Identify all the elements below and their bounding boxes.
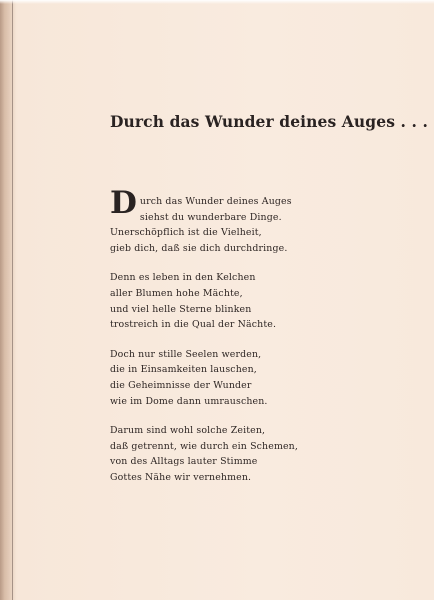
poem-line: Doch nur stille Seelen werden, [110,348,262,360]
poem-line: Denn es leben in den Kelchen [110,272,256,284]
poem-body [110,185,410,500]
poem-line: Darum sind wohl solche Zeiten, [110,425,266,437]
stanza-1 [110,185,410,256]
poem-line: daß getrennt, wie durch ein Schemen, [110,440,299,452]
poem-line: urch das Wunder deines Auges [139,196,292,207]
poem-line: Gottes Nähe wir vernehmen. [110,471,252,483]
stanza-3 [110,347,410,409]
page-top-edge [0,0,438,4]
poem-line: die Geheimnisse der Wunder [110,379,252,391]
poem-line: trostreich in die Qual der Nächte. [110,319,277,331]
binding-edge [12,0,13,600]
binding-shadow [0,0,16,600]
poem-line: siehst du wunderbare Dinge. [139,211,282,223]
poem-line: wie im Dome dann umrauschen. [110,395,268,407]
stanza-4 [110,423,410,485]
poem-line: aller Blumen hohe Mächte, [110,287,243,299]
poem-line: Unerschöpflich ist die Vielheit, [110,227,262,239]
poem-line: gieb dich, daß sie dich durchdringe. [110,242,288,254]
poem-line: die in Einsamkeiten lauschen, [110,364,257,376]
drop-cap: D [110,185,137,221]
poem-title: Durch das Wunder deines Auges . . . [110,112,429,131]
poem-line: von des Alltags lauter Stimme [110,456,258,468]
page-right-margin [434,0,438,600]
poem-line: und viel helle Sterne blinken [110,303,252,315]
stanza-2 [110,270,410,332]
